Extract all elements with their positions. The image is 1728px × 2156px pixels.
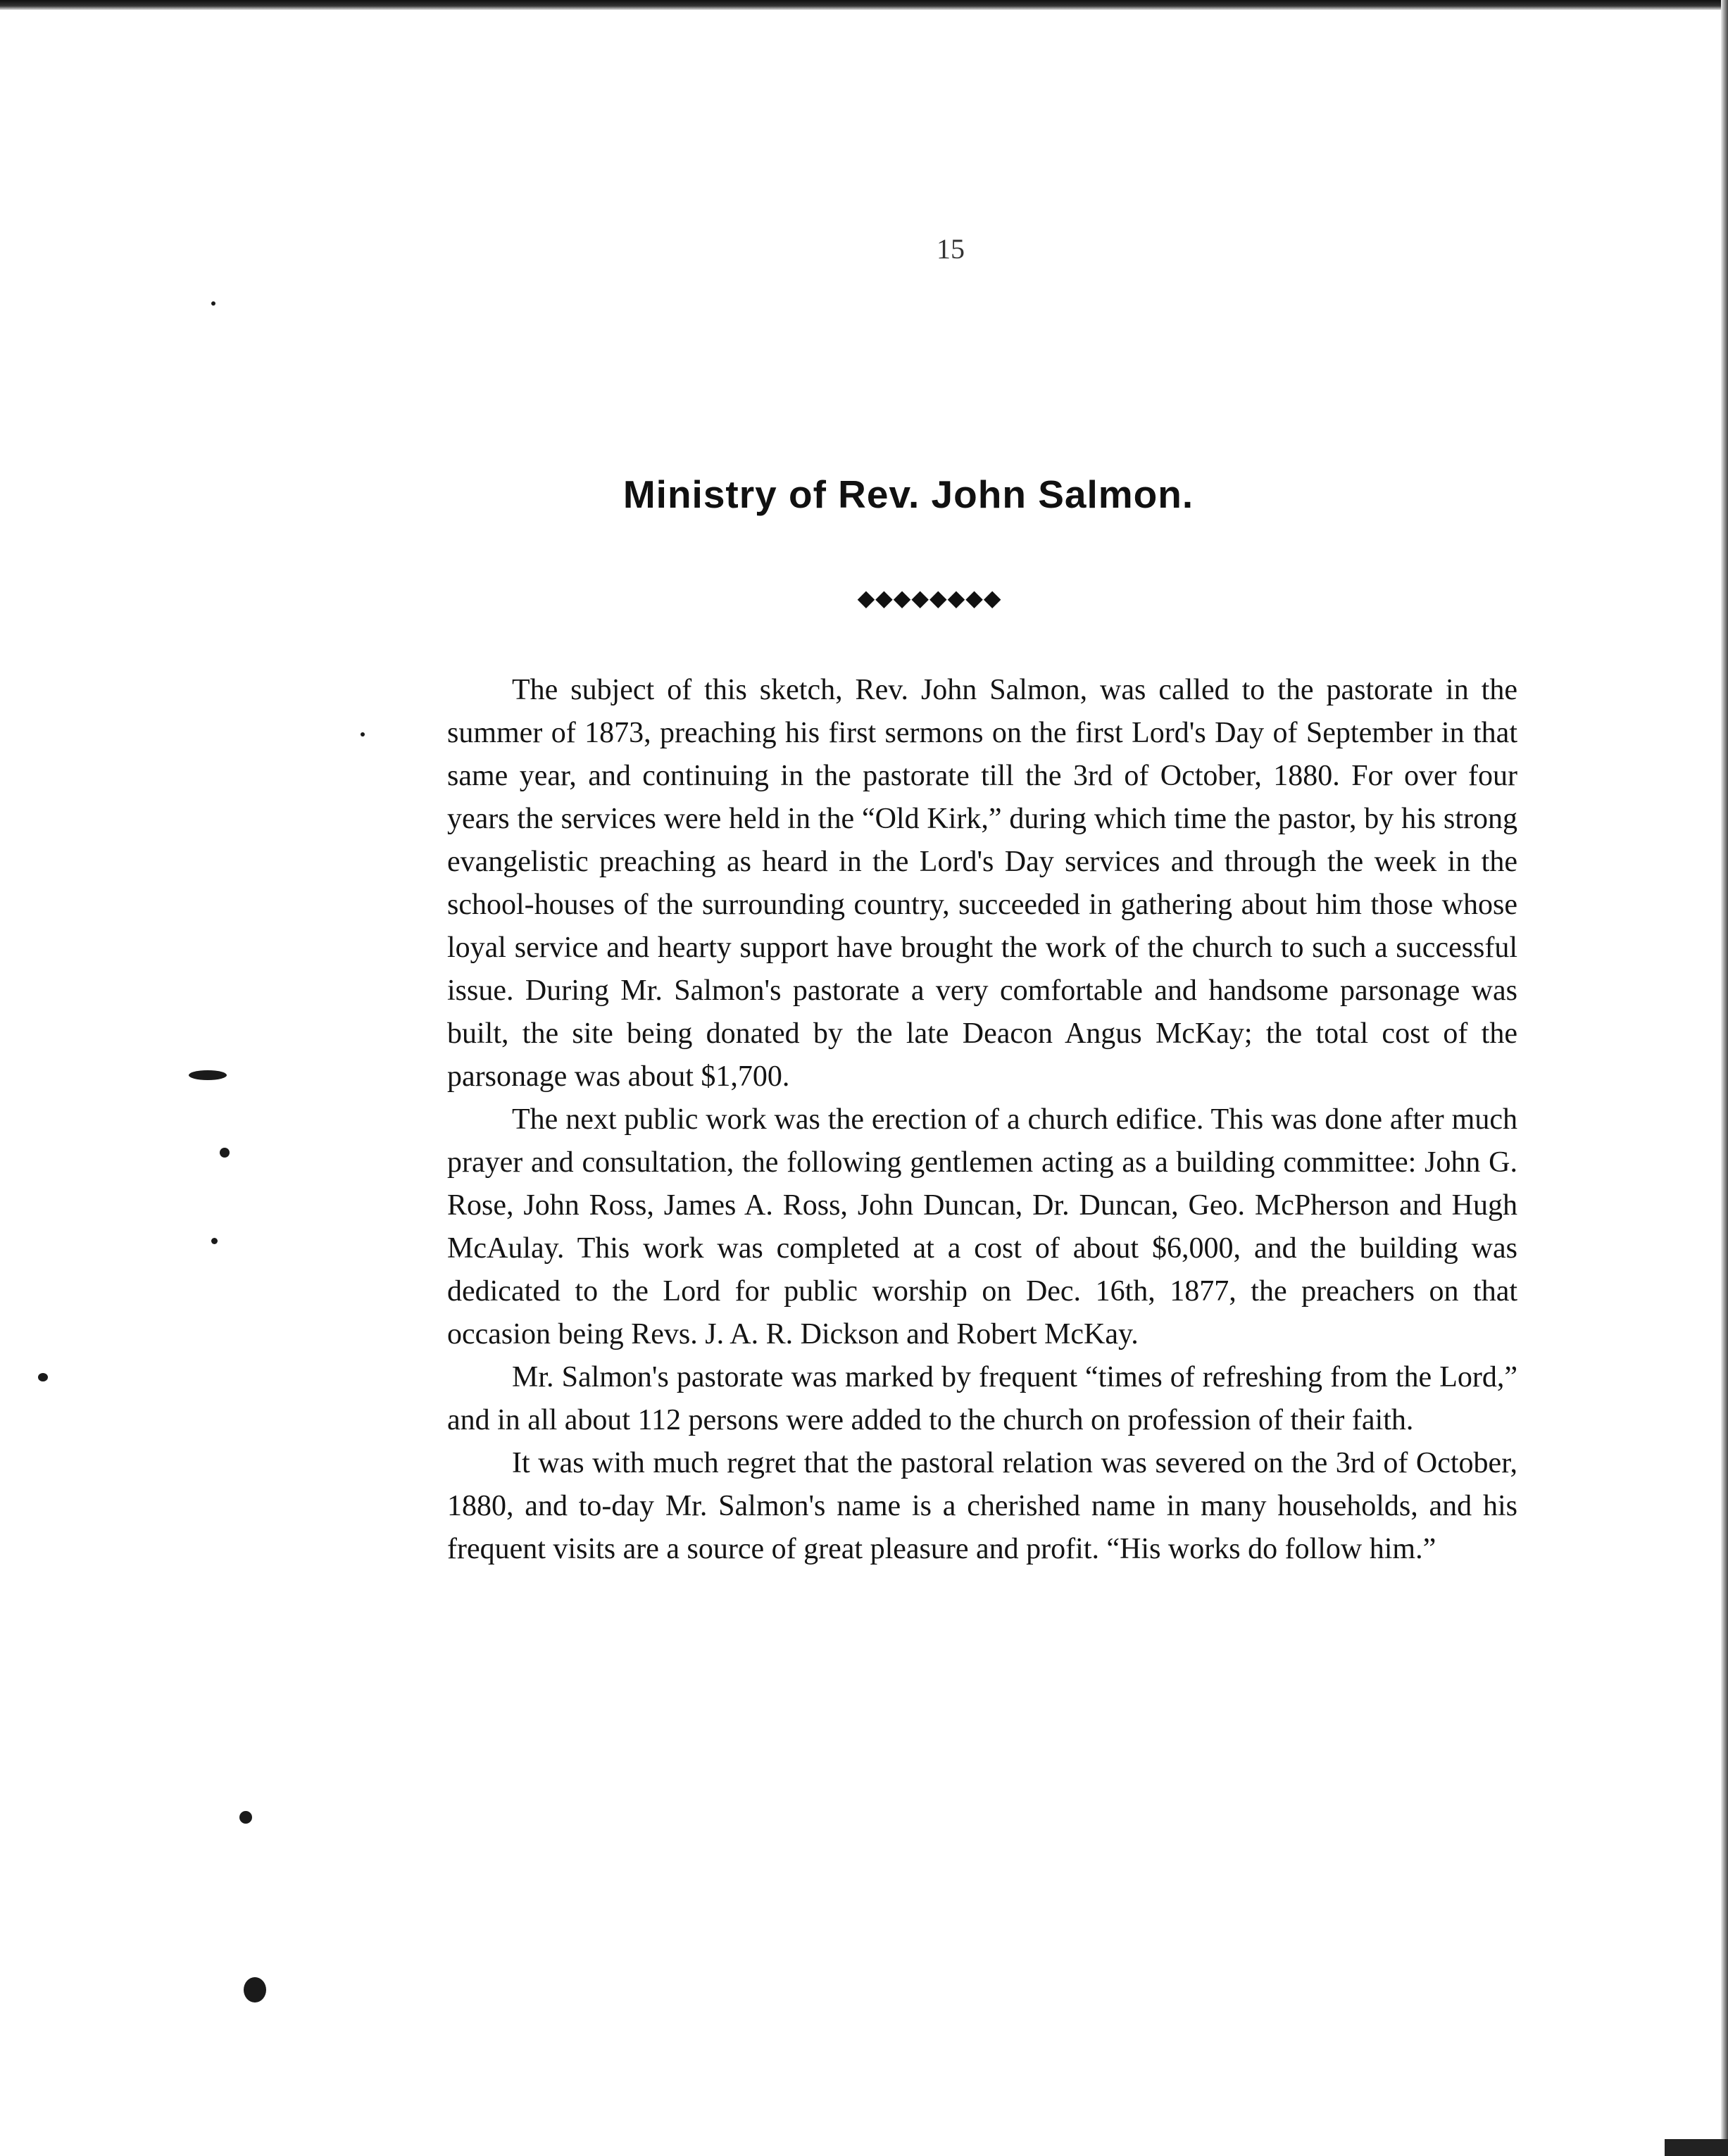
paragraph: The subject of this sketch, Rev. John Salmon, was called to the pastorate in the summer of 1873, preaching his first sermons on the first Lord's Day of September in that same year, and continuing in the pastorate till the 3rd of October, 1880. For over four years the services were held in the “Old Kirk,” during which time the pastor, by his strong evangelistic preaching as heard in the Lord's Day services and through the week in the school-houses of the surrounding country, succeeded in gathering about him those whose loyal service and hearty support have brought the work of the church to such a successful issue. During Mr. Salmon's pastorate a very comfortable and handsome parsonage was built, the site being donated by the late Deacon Angus McKay; the total cost of the parsonage was about $1,700. — [447, 674, 1517, 1093]
ink-speck — [211, 1238, 218, 1244]
page-title: Ministry of Rev. John Salmon. — [622, 472, 1194, 516]
ink-speck — [189, 1070, 227, 1080]
ink-speck — [220, 1148, 230, 1158]
scan-edge-top — [0, 0, 1728, 10]
title-ornament: ◆◆◆◆◆◆◆◆ — [857, 585, 1002, 610]
body-text — [447, 669, 1517, 1571]
paragraph: Mr. Salmon's pastorate was marked by frequent “times of refreshing from the Lord,” and in all about 112 persons were added to the church on profession of their faith. — [447, 1361, 1517, 1436]
ink-speck — [239, 1811, 252, 1824]
scan-edge-right — [1721, 0, 1728, 2156]
paragraph: The next public work was the erection of a church edifice. This was done after much prayer and consultation, the following gentlemen acting as a building committee: John G. Rose, John Ross, James A. Ross, John Duncan, Dr. Duncan, Geo. McPherson and Hugh McAulay. This work was completed at a cost of about $6,000, and the building was dedicated to the Lord for public worship on Dec. 16th, 1877, the preachers on that occasion being Revs. J. A. R. Dickson and Robert McKay. — [447, 1103, 1517, 1350]
ink-speck — [361, 732, 365, 737]
ink-speck — [244, 1977, 266, 2003]
ink-speck — [211, 301, 215, 306]
scan-corner-mark — [1665, 2139, 1728, 2156]
page-number: 15 — [937, 233, 965, 265]
ink-speck — [38, 1373, 48, 1381]
paragraph: It was with much regret that the pastoral relation was severed on the 3rd of October, 1880, and to-day Mr. Salmon's name is a cherished name in many households, and his frequent visits are a source of great pleasure and profit. “His works do follow him.” — [447, 1447, 1517, 1565]
